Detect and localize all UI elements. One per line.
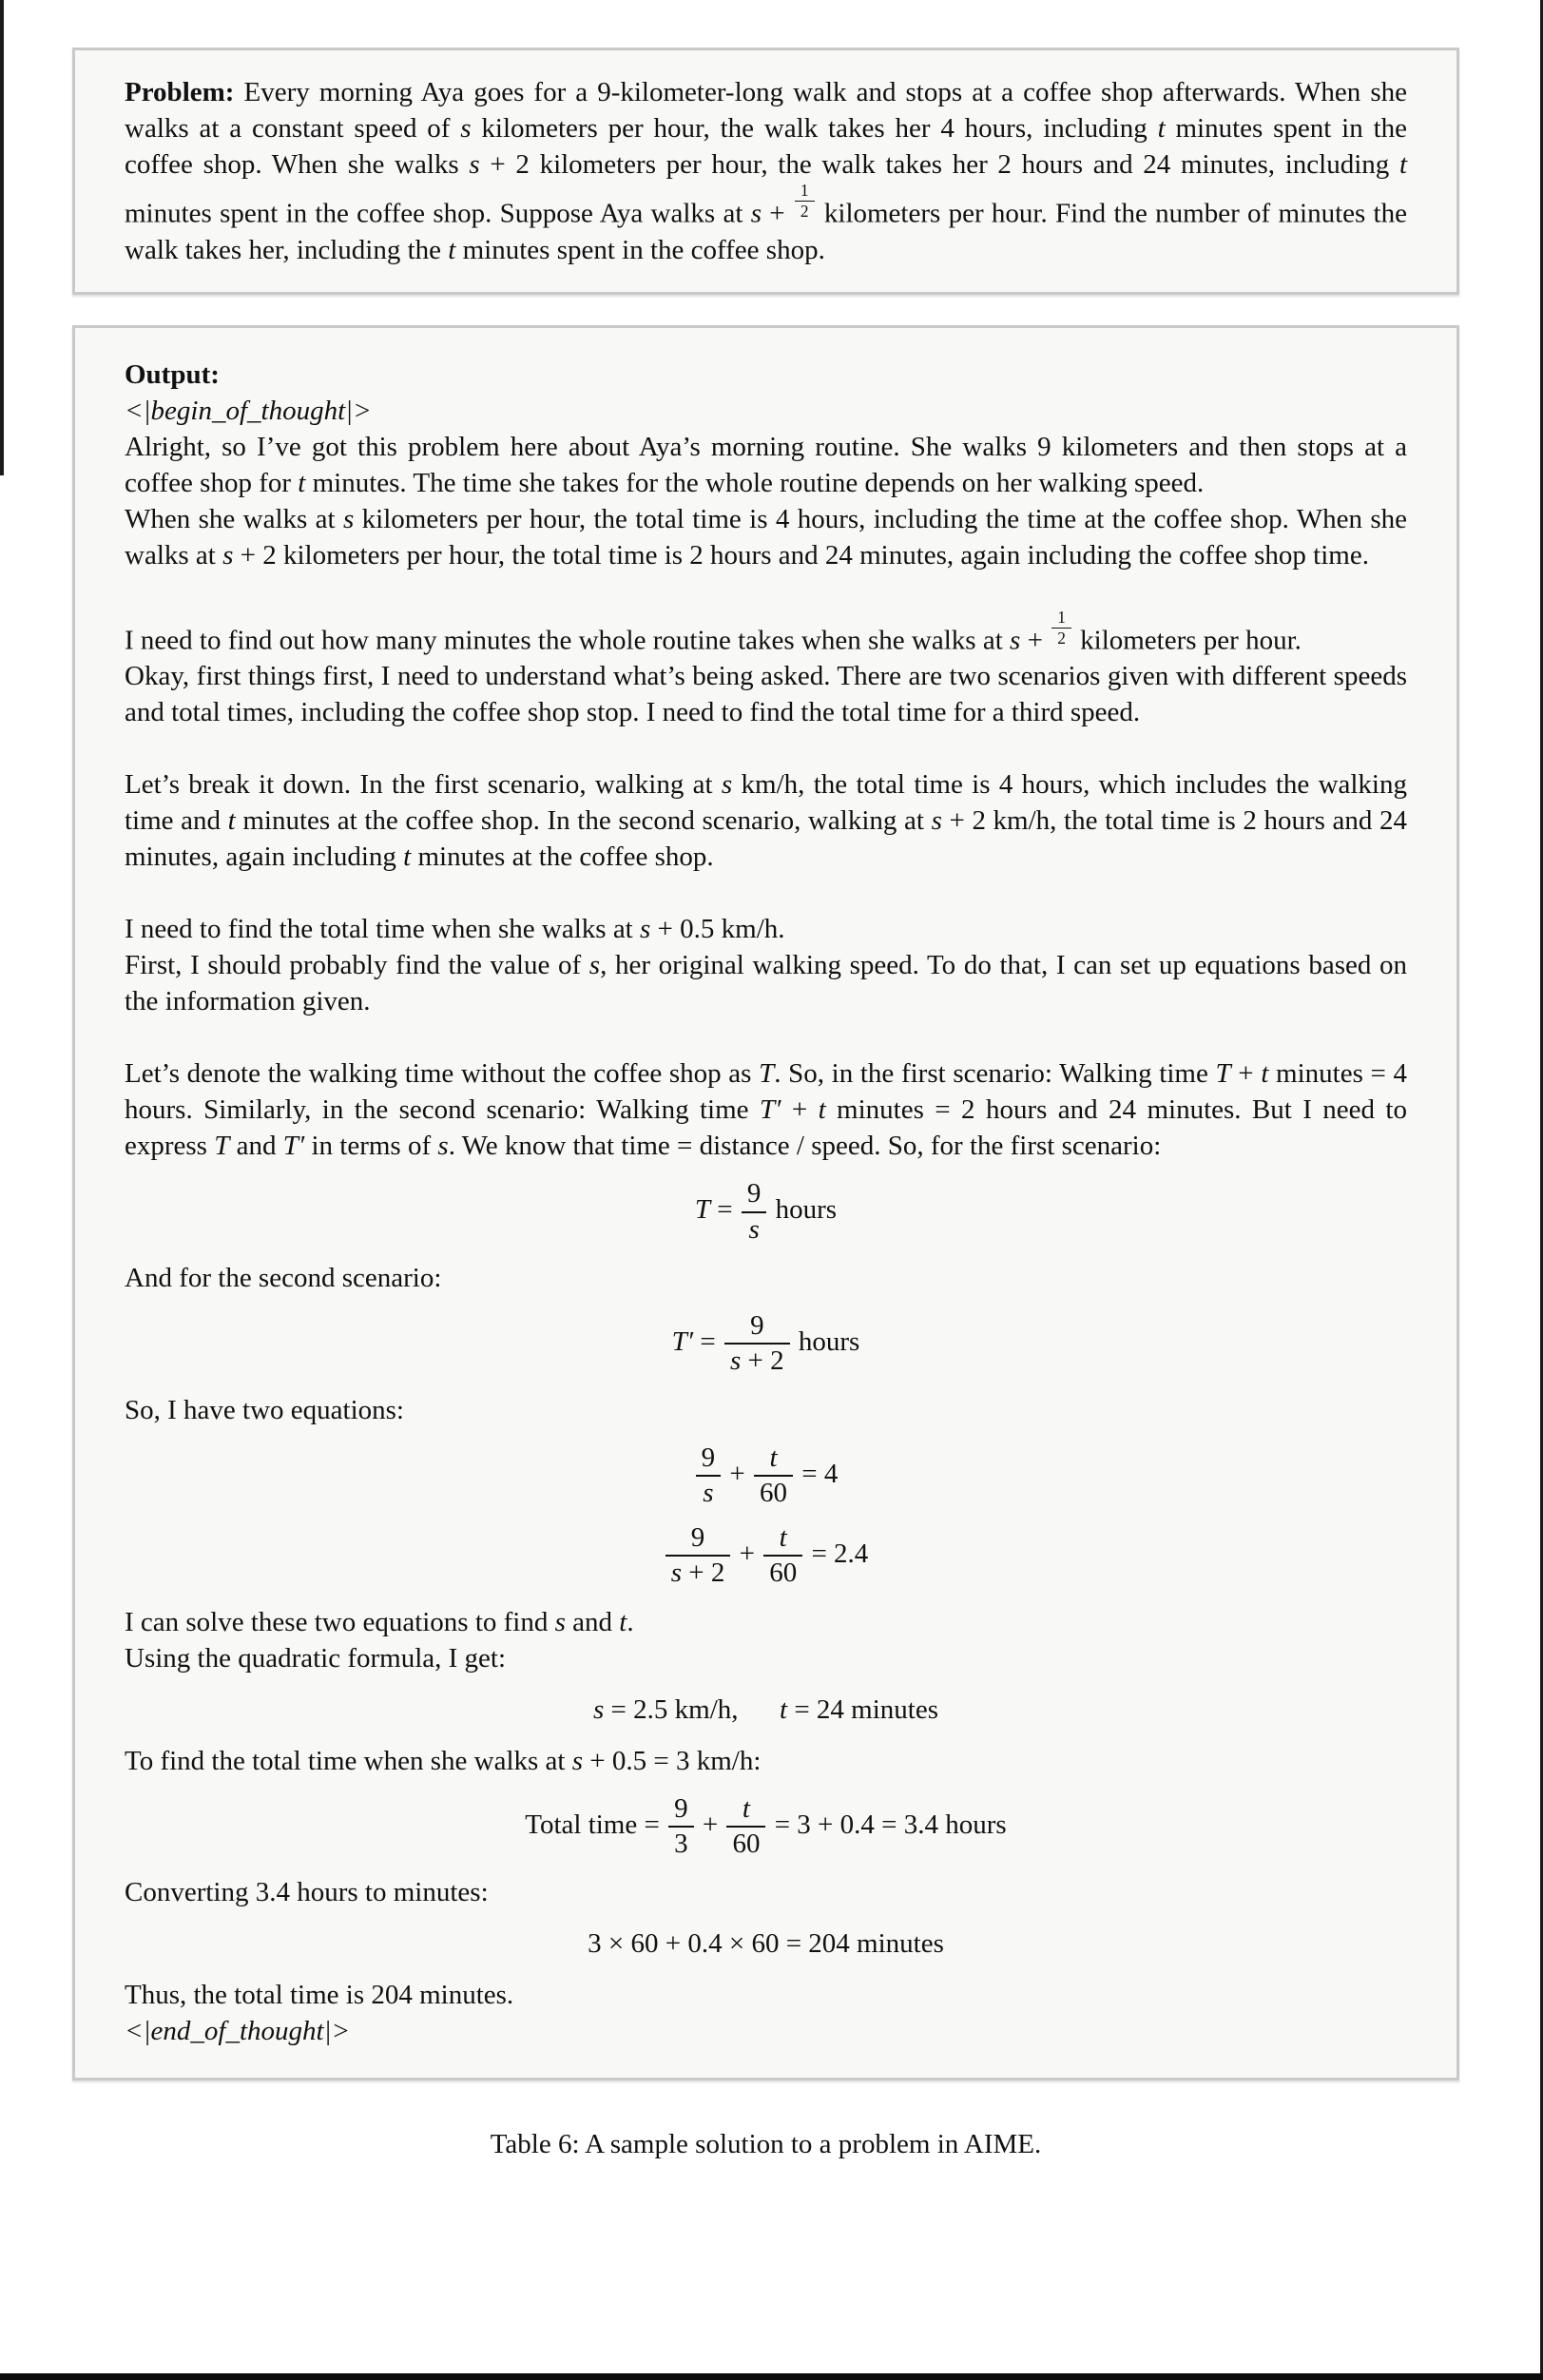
table-caption: Table 6: A sample solution to a problem in AIME.	[490, 2129, 1042, 2160]
math-variable: t	[619, 1606, 627, 1637]
output-box	[72, 325, 1459, 2081]
display-equation: 3 × 60 + 0.4 × 60 = 204 minutes	[588, 1928, 944, 1960]
math-variable: t	[403, 842, 412, 873]
math-variable: s	[554, 1606, 566, 1637]
thought-paragraph: Converting 3.4 hours to minutes:	[125, 1877, 489, 1908]
math-variable: T	[1215, 1058, 1231, 1090]
display-equation: $\frac{9}{s}$ + $\frac{t}{60}$ = 4	[125, 1443, 1407, 1509]
math-variable: t	[227, 805, 236, 837]
fraction: $\frac{t}{60}$	[752, 1443, 795, 1509]
thought-paragraph: To find the total time when she walks at s + 0.5 = 3 km/h:	[125, 1745, 762, 1776]
math-variable: s	[931, 805, 942, 837]
problem-statement: Problem: Every morning Aya goes for a 9-kilometer-long walk and stops at a coffee shop afterwards. When she walks at a constant speed of s kilometers per hour, the walk takes her 4 hours, including t minutes spent in the coffee shop. When she walks s + 2 kilometers per hour, the walk takes her 2 hours and 24 minutes, including t minutes spent in the coffee shop. Suppose Aya walks at s + $\frac{1}{2}$ kilometers per hour. Find the number of minutes the walk takes her, including the t minutes spent in the coffee shop.	[125, 77, 1407, 265]
thought-paragraph: And for the second scenario:	[125, 1262, 442, 1293]
math-variable: s	[703, 1477, 714, 1508]
bold-label: Output:	[125, 358, 220, 390]
math-variable: T′	[759, 1094, 781, 1126]
math-variable: s	[460, 113, 472, 144]
thought-paragraph: Thus, the total time is 204 minutes.	[125, 1980, 514, 2011]
fraction: $\frac{t}{60}$	[762, 1523, 804, 1589]
paragraph-gap	[125, 730, 1407, 766]
fraction: $\frac{t}{60}$	[724, 1794, 767, 1860]
paragraph-gap	[125, 1019, 1407, 1055]
math-variable: t	[742, 1792, 750, 1824]
math-variable: s	[750, 198, 762, 229]
bold-label: Problem:	[125, 77, 235, 107]
math-variable: s	[222, 539, 234, 571]
display-equation: T = $\frac{9}{s}$ hours	[694, 1178, 838, 1245]
thought-paragraph: So, I have two equations:	[125, 1394, 404, 1425]
math-variable: t	[448, 234, 456, 265]
math-variable: <|begin_of_thought|>	[125, 395, 372, 426]
screenshot-edge-left	[0, 0, 4, 475]
math-variable: s	[729, 1345, 742, 1377]
thought-paragraph: First, I should probably find the value of s, her original walking speed. To do that, I can set up equations based on the information given.	[125, 950, 1408, 1017]
thought-paragraph: I need to find the total time when she walks at s + 0.5 km/h.	[125, 914, 785, 945]
math-variable: t	[818, 1094, 826, 1126]
math-variable: T′	[671, 1325, 694, 1357]
display-equation: Total time = $\frac{9}{3}$ + $\frac{t}{60}$ = 3 + 0.4 = 3.4 hours	[525, 1792, 1007, 1860]
math-variable: T	[759, 1058, 775, 1090]
math-variable: s	[437, 1131, 449, 1162]
math-variable: T	[214, 1131, 230, 1162]
paragraph-gap	[125, 573, 1407, 610]
fraction: $\frac{1}{2}$	[1050, 610, 1073, 648]
math-variable: s	[571, 1745, 584, 1776]
math-variable: <|end_of_thought|>	[125, 2016, 351, 2047]
paragraph-gap	[125, 875, 1407, 911]
math-variable: T′	[282, 1131, 305, 1162]
math-variable: t	[779, 1522, 787, 1554]
fraction: $\frac{1}{2}$	[793, 183, 817, 221]
thought-paragraph: I can solve these two equations to find s and t.	[125, 1606, 634, 1637]
math-variable: t	[1261, 1058, 1269, 1090]
math-variable: T	[694, 1194, 711, 1226]
math-variable: s	[1010, 625, 1021, 656]
math-variable: s	[588, 950, 601, 981]
thought-paragraph: Using the quadratic formula, I get:	[125, 1642, 507, 1674]
thought-paragraph	[125, 393, 1407, 429]
fraction: $\frac{9}{s}$	[740, 1179, 769, 1245]
math-variable: t	[1398, 149, 1407, 180]
math-variable: s	[469, 149, 480, 180]
math-variable: s	[592, 1693, 605, 1725]
math-variable: t	[769, 1442, 778, 1473]
thought-paragraph: Let’s denote the walking time without the coffee shop as T. So, in the first scenario: Walking time T + t minutes = 4 hours. Similarly, in the second scenario: Walking time T′ + t minutes = 2 hours and 24 minutes. But I need to express T and T′ in terms of s. We know that time = distance / speed. So, for the first scenario:	[125, 1058, 1408, 1162]
fraction: $\frac{9}{s + 2}$	[723, 1311, 792, 1377]
problem-box	[72, 48, 1459, 295]
math-variable: s	[640, 914, 651, 945]
display-equation: T′ = $\frac{9}{s + 2}$ hours	[671, 1309, 860, 1377]
fraction: $\frac{9}{3}$	[666, 1794, 696, 1860]
thought-paragraph: When she walks at s kilometers per hour, the total time is 4 hours, including the time at the coffee shop. When she walks at s + 2 kilometers per hour, the total time is 2 hours and 24 minutes, again including the coffee shop time.	[125, 503, 1407, 571]
math-variable: s	[721, 769, 733, 801]
math-variable: s	[670, 1558, 682, 1589]
display-equation: $\frac{9}{s + 2}$ + $\frac{t}{60}$ = 2.4	[125, 1523, 1407, 1589]
math-variable: s	[343, 503, 355, 534]
thought-paragraph	[125, 357, 1407, 393]
thought-paragraph: Alright, so I’ve got this problem here about Aya’s morning routine. She walks 9 kilometers and then stops at a coffee shop for t minutes. The time she takes for the whole routine depends on her walking speed.	[125, 431, 1407, 498]
screenshot-edge-bottom	[0, 2373, 1543, 2380]
math-variable: t	[780, 1693, 788, 1725]
math-variable: t	[298, 467, 306, 498]
math-variable: t	[1157, 113, 1166, 144]
display-equation: s = 2.5 km/h, t = 24 minutes	[592, 1693, 939, 1725]
thought-paragraph	[125, 2013, 1407, 2049]
math-variable: s	[748, 1213, 760, 1245]
thought-paragraph: Okay, first things first, I need to understand what’s being asked. There are two scenarios given with different speeds and total times, including the coffee shop stop. I need to find the total time for a third speed.	[125, 661, 1407, 728]
fraction: $\frac{9}{s + 2}$	[664, 1523, 733, 1589]
thought-paragraph: Let’s break it down. In the first scenario, walking at s km/h, the total time is 4 hours, which includes the walking time and t minutes at the coffee shop. In the second scenario, walking at s + 2 km/h, the total time is 2 hours and 24 minutes, again including t minutes at the coffee shop.	[125, 769, 1408, 873]
output-box-content	[125, 357, 1407, 2050]
fraction: $\frac{9}{s}$	[694, 1443, 723, 1509]
thought-paragraph: I need to find out how many minutes the whole routine takes when she walks at s + $\frac{1}{2}$ kilometers per hour.	[125, 607, 1302, 656]
